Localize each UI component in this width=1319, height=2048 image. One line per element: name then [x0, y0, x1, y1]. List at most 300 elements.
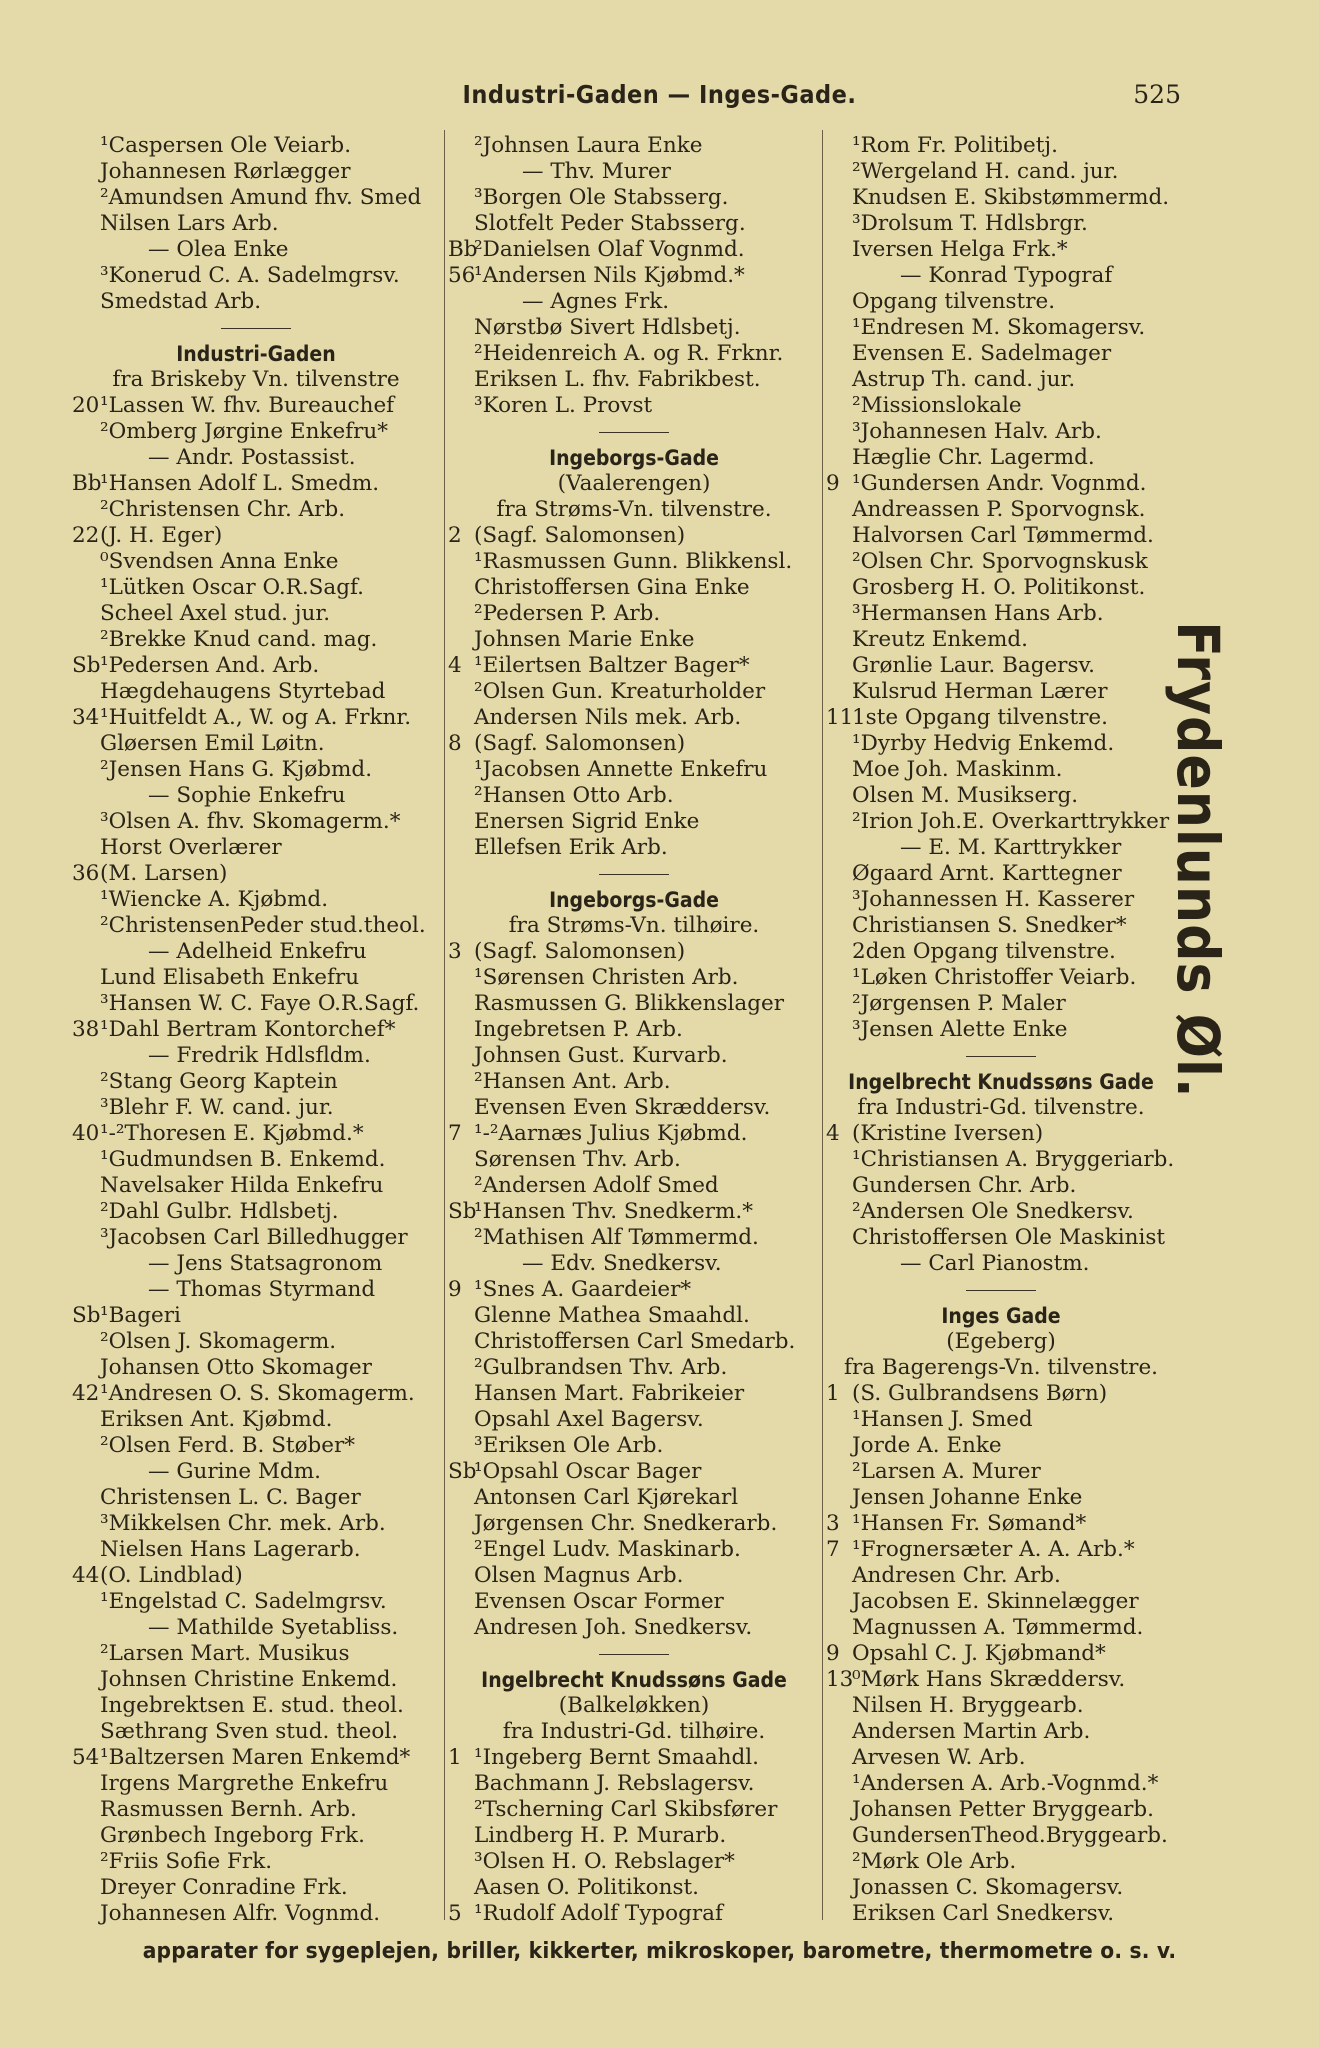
entry-text: Ellefsen Erik Arb.	[474, 835, 668, 860]
directory-entry	[448, 1615, 820, 1641]
directory-entry	[826, 1147, 1176, 1173]
directory-entry	[826, 367, 1176, 393]
directory-entry	[826, 1589, 1176, 1615]
directory-entry	[448, 679, 820, 705]
entry-text: 1ste Opgang tilvenstre.	[852, 705, 1108, 730]
house-number: Sb	[448, 1459, 477, 1484]
directory-entry	[72, 1589, 440, 1615]
directory-entry	[448, 1121, 820, 1147]
directory-entry	[72, 1771, 440, 1797]
entry-text: ¹Ingeberg Bernt Smaahdl.	[474, 1745, 760, 1770]
side-advertisement: Frydenlunds Øl.	[1164, 621, 1232, 1099]
entry-text: Evensen E. Sadelmager	[852, 341, 1112, 366]
directory-entry	[72, 627, 440, 653]
directory-entry	[72, 1797, 440, 1823]
entry-text: ²Wergeland H. cand. jur.	[852, 159, 1119, 184]
directory-entry	[72, 887, 440, 913]
house-number: 1	[826, 1381, 840, 1406]
entry-text: Moe Joh. Maskinm.	[852, 757, 1063, 782]
entry-text: Slotfelt Peder Stabsserg.	[474, 211, 746, 236]
entry-text: Lund Elisabeth Enkefru	[100, 965, 360, 990]
entry-text: Horst Overlærer	[100, 835, 282, 860]
directory-entry	[826, 315, 1176, 341]
entry-text: ¹Andersen A. Arb.-Vognmd.*	[852, 1771, 1159, 1796]
entry-text: Christoffersen Gina Enke	[474, 575, 750, 600]
entry-text: Knudsen E. Skibstømmermd.	[852, 185, 1170, 210]
directory-entry	[448, 1199, 820, 1225]
entry-text: — Olea Enke	[148, 237, 289, 262]
directory-entry	[826, 133, 1176, 159]
entry-text: ³Hermansen Hans Arb.	[852, 601, 1104, 626]
entry-text: ¹Snes A. Gaardeier*	[474, 1277, 692, 1302]
house-number: 9	[826, 471, 840, 496]
entry-text: ¹Dyrby Hedvig Enkemd.	[852, 731, 1115, 756]
house-number: 9	[448, 1277, 462, 1302]
entry-text: — E. M. Karttrykker	[900, 835, 1122, 860]
entry-text: Antonsen Carl Kjørekarl	[474, 1485, 739, 1510]
house-number: Bb	[72, 471, 102, 496]
section-divider	[826, 1277, 1176, 1303]
entry-text: ²Johnsen Laura Enke	[474, 133, 703, 158]
entry-text: ¹Eilertsen Baltzer Bager*	[474, 653, 750, 678]
entry-text: 2den Opgang tilvenstre.	[852, 939, 1116, 964]
entry-text: ¹Løken Christoffer Veiarb.	[852, 965, 1137, 990]
entry-text: ¹Rudolf Adolf Typograf	[474, 1901, 723, 1926]
entry-text: Øgaard Arnt. Karttegner	[852, 861, 1122, 886]
entry-text: — Fredrik Hdlsfldm.	[148, 1043, 371, 1068]
entry-text: — Carl Pianostm.	[900, 1251, 1090, 1276]
entry-text: ²Hansen Ant. Arb.	[474, 1069, 671, 1094]
entry-text: ³Olsen A. fhv. Skomagerm.*	[100, 809, 401, 834]
directory-entry	[826, 1901, 1176, 1927]
directory-entry	[448, 289, 820, 315]
directory-entry	[826, 159, 1176, 185]
directory-entry	[72, 1121, 440, 1147]
street-subheading: (Egeberg)	[946, 1329, 1056, 1354]
directory-entry	[72, 1355, 440, 1381]
directory-entry	[826, 393, 1176, 419]
entry-text: ³Koren L. Provst	[474, 393, 653, 418]
directory-entry	[826, 1849, 1176, 1875]
directory-entry	[448, 757, 820, 783]
entry-text: ¹Huitfeldt A., W. og A. Frknr.	[100, 705, 412, 730]
entry-text: ²Olsen Chr. Sporvognskusk	[852, 549, 1148, 574]
directory-entry	[448, 1433, 820, 1459]
entry-text: Christiansen S. Snedker*	[852, 913, 1127, 938]
entry-text: ¹Sørensen Christen Arb.	[474, 965, 739, 990]
directory-entry	[448, 1147, 820, 1173]
house-number: 22	[72, 523, 100, 548]
entry-text: Opsahl Axel Bagersv.	[474, 1407, 704, 1432]
entry-text: ²Friis Sofie Frk.	[100, 1849, 273, 1874]
entry-text: — Gurine Mdm.	[148, 1459, 321, 1484]
directory-entry	[448, 601, 820, 627]
entry-text: ²ChristensenPeder stud.theol.	[100, 913, 426, 938]
house-number: 40	[72, 1121, 100, 1146]
directory-entry	[826, 263, 1176, 289]
directory-entry	[72, 393, 440, 419]
entry-text: Eriksen Carl Snedkersv.	[852, 1901, 1115, 1926]
directory-entry	[826, 991, 1176, 1017]
directory-entry	[448, 1485, 820, 1511]
house-number: 3	[448, 939, 462, 964]
directory-entry	[72, 263, 440, 289]
directory-entry	[72, 1849, 440, 1875]
house-number: 13	[826, 1667, 854, 1692]
entry-text: Rasmussen G. Blikkenslager	[474, 991, 784, 1016]
entry-text: Jensen Johanne Enke	[852, 1485, 1083, 1510]
entry-text: (Kristine Iversen)	[852, 1121, 1044, 1146]
section-divider	[448, 419, 820, 445]
directory-entry	[72, 1511, 440, 1537]
directory-entry	[826, 1173, 1176, 1199]
directory-entry	[826, 1485, 1176, 1511]
directory-entry	[448, 627, 820, 653]
entry-text: ¹Rom Fr. Politibetj.	[852, 133, 1058, 158]
entry-text: ²Andersen Ole Snedkersv.	[852, 1199, 1134, 1224]
entry-text: — Andr. Postassist.	[148, 445, 356, 470]
directory-entry	[72, 1381, 440, 1407]
directory-entry	[826, 861, 1176, 887]
directory-entry	[72, 1641, 440, 1667]
directory-entry	[72, 1407, 440, 1433]
directory-entry	[72, 1329, 440, 1355]
directory-entry	[826, 1459, 1176, 1485]
entry-text: — Mathilde Syetabliss.	[148, 1615, 399, 1640]
directory-entry	[826, 757, 1176, 783]
entry-text: Nørstbø Sivert Hdlsbetj.	[474, 315, 741, 340]
entry-text: ¹Christiansen A. Bryggeriarb.	[852, 1147, 1175, 1172]
directory-entry	[72, 1667, 440, 1693]
street-heading: Ingelbrecht Knudssøns Gade	[481, 1668, 787, 1692]
directory-entry	[826, 1771, 1176, 1797]
entry-text: Andresen Joh. Snedkersv.	[474, 1615, 753, 1640]
street-heading: Ingeborgs-Gade	[549, 888, 719, 912]
column-divider	[822, 130, 823, 1920]
directory-entry	[72, 991, 440, 1017]
directory-entry	[72, 1043, 440, 1069]
entry-text: ³Jensen Alette Enke	[852, 1017, 1068, 1042]
street-subheading: fra Strøms-Vn. tilhøire.	[508, 913, 760, 938]
directory-entry	[448, 1407, 820, 1433]
directory-entry	[72, 1485, 440, 1511]
entry-text: ¹Caspersen Ole Veiarb.	[100, 133, 352, 158]
directory-entry	[448, 1043, 820, 1069]
directory-entry	[826, 1875, 1176, 1901]
directory-column-2	[448, 133, 820, 1927]
entry-text: Eriksen Ant. Kjøbmd.	[100, 1407, 333, 1432]
entry-text: ¹Hansen Fr. Sømand*	[852, 1511, 1087, 1536]
entry-text: — Adelheid Enkefru	[148, 939, 367, 964]
directory-entry	[72, 1563, 440, 1589]
house-number: 8	[448, 731, 462, 756]
entry-text: ²Andersen Adolf Smed	[474, 1173, 719, 1198]
directory-entry	[826, 575, 1176, 601]
directory-entry	[826, 445, 1176, 471]
directory-entry	[72, 705, 440, 731]
entry-text: ²Christensen Chr. Arb.	[100, 497, 346, 522]
directory-entry	[448, 159, 820, 185]
directory-entry	[826, 523, 1176, 549]
street-subheading: (Balkeløkken)	[558, 1693, 710, 1718]
directory-entry	[826, 1381, 1176, 1407]
directory-entry	[826, 965, 1176, 991]
directory-entry	[72, 1875, 440, 1901]
entry-text: ¹Lütken Oscar O.R.Sagf.	[100, 575, 365, 600]
directory-entry	[448, 1563, 820, 1589]
entry-text: ²Heidenreich A. og R. Frknr.	[474, 341, 784, 366]
section-divider	[448, 1641, 820, 1667]
directory-entry	[448, 575, 820, 601]
entry-text: — Sophie Enkefru	[148, 783, 346, 808]
entry-text: Eriksen L. fhv. Fabrikbest.	[474, 367, 761, 392]
directory-entry	[826, 289, 1176, 315]
entry-text: (S. Gulbrandsens Børn)	[852, 1381, 1108, 1406]
entry-text: Kulsrud Herman Lærer	[852, 679, 1108, 704]
directory-entry	[72, 1901, 440, 1927]
entry-text: ²Irion Joh.E. Overkarttrykker	[852, 809, 1170, 834]
entry-text: ¹Engelstad C. Sadelmgrsv.	[100, 1589, 387, 1614]
house-number: 42	[72, 1381, 100, 1406]
entry-text: ²Mørk Ole Arb.	[852, 1849, 1017, 1874]
directory-entry	[448, 549, 820, 575]
directory-entry	[72, 1277, 440, 1303]
street-subheading: fra Bagerengs-Vn. tilvenstre.	[844, 1355, 1158, 1380]
entry-text: ¹-²Aarnæs Julius Kjøbmd.	[474, 1121, 748, 1146]
entry-text: — Edv. Snedkersv.	[522, 1251, 722, 1276]
entry-text: ²Hansen Otto Arb.	[474, 783, 674, 808]
directory-entry	[826, 419, 1176, 445]
entry-text: Christensen L. C. Bager	[100, 1485, 361, 1510]
house-number: 38	[72, 1017, 100, 1042]
directory-entry	[448, 1329, 820, 1355]
footer-advertisement: apparater for sygeplejen, briller, kikkerter, mikroskoper, barometre, thermometre o. s. v.	[142, 1938, 1177, 1964]
directory-entry	[826, 627, 1176, 653]
directory-entry	[72, 133, 440, 159]
entry-text: Navelsaker Hilda Enkefru	[100, 1173, 384, 1198]
entry-text: ¹Gudmundsen B. Enkemd.	[100, 1147, 386, 1172]
directory-entry	[72, 1537, 440, 1563]
directory-entry	[72, 1745, 440, 1771]
house-number: 44	[72, 1563, 100, 1588]
directory-entry	[448, 731, 820, 757]
entry-text: Nielsen Hans Lagerarb.	[100, 1537, 361, 1562]
house-number: Sb	[72, 1303, 101, 1328]
entry-text: Bachmann J. Rebslagersv.	[474, 1771, 755, 1796]
directory-entry	[72, 1719, 440, 1745]
directory-entry	[826, 1693, 1176, 1719]
entry-text: Kreutz Enkemd.	[852, 627, 1028, 652]
directory-entry	[448, 1381, 820, 1407]
directory-entry	[72, 419, 440, 445]
street-heading: Ingelbrecht Knudssøns Gade	[848, 1070, 1154, 1094]
directory-entry	[72, 601, 440, 627]
directory-entry	[72, 1693, 440, 1719]
house-number: Sb	[448, 1199, 477, 1224]
entry-text: Iversen Helga Frk.*	[852, 237, 1068, 262]
entry-text: ³Konerud C. A. Sadelmgrsv.	[100, 263, 400, 288]
directory-entry	[72, 1017, 440, 1043]
entry-text: Sørensen Thv. Arb.	[474, 1147, 681, 1172]
entry-text: ³Borgen Ole Stabsserg.	[474, 185, 729, 210]
entry-text: Sæthrang Sven stud. theol.	[100, 1719, 399, 1744]
directory-entry	[72, 289, 440, 315]
entry-text: ¹Andersen Nils Kjøbmd.*	[474, 263, 745, 288]
directory-entry	[72, 835, 440, 861]
directory-entry	[826, 1823, 1176, 1849]
entry-text: ²Olsen J. Skomagerm.	[100, 1329, 337, 1354]
directory-entry	[72, 211, 440, 237]
entry-text: ¹Dahl Bertram Kontorchef*	[100, 1017, 396, 1042]
entry-text: ¹Hansen J. Smed	[852, 1407, 1033, 1432]
entry-text: Magnussen A. Tømmermd.	[852, 1615, 1144, 1640]
entry-text: ¹Pedersen And. Arb.	[100, 653, 320, 678]
house-number: 7	[826, 1537, 840, 1562]
section-divider	[448, 861, 820, 887]
entry-text: Hægdehaugens Styrtebad	[100, 679, 386, 704]
directory-entry	[826, 1641, 1176, 1667]
directory-entry	[72, 237, 440, 263]
directory-entry	[72, 757, 440, 783]
house-number: 36	[72, 861, 100, 886]
directory-entry	[72, 1069, 440, 1095]
entry-text: Dreyer Conradine Frk.	[100, 1875, 348, 1900]
directory-entry	[72, 1615, 440, 1641]
entry-text: Andersen Martin Arb.	[852, 1719, 1091, 1744]
house-number: 1	[448, 1745, 462, 1770]
entry-text: ³Johannesen Halv. Arb.	[852, 419, 1102, 444]
entry-text: Rasmussen Bernh. Arb.	[100, 1797, 357, 1822]
directory-entry	[448, 1537, 820, 1563]
directory-entry	[826, 1121, 1176, 1147]
entry-text: Opsahl C. J. Kjøbmand*	[852, 1641, 1106, 1666]
entry-text: Grønbech Ingeborg Frk.	[100, 1823, 365, 1848]
directory-entry	[72, 731, 440, 757]
directory-entry	[448, 835, 820, 861]
section-divider	[72, 315, 440, 341]
directory-entry	[448, 1355, 820, 1381]
directory-entry	[826, 1719, 1176, 1745]
entry-text: (Sagf. Salomonsen)	[474, 939, 686, 964]
entry-text: ¹Hansen Adolf L. Smedm.	[100, 471, 380, 496]
street-subheading: fra Industri-Gd. tilvenstre.	[857, 1095, 1145, 1120]
entry-text: Andresen Chr. Arb.	[852, 1563, 1061, 1588]
page-header-title: Industri-Gaden — Inges-Gade.	[462, 80, 857, 109]
directory-entry	[826, 679, 1176, 705]
entry-text: Olsen Magnus Arb.	[474, 1563, 684, 1588]
directory-entry	[72, 1199, 440, 1225]
entry-text: Evensen Even Skræddersv.	[474, 1095, 771, 1120]
directory-entry	[448, 1849, 820, 1875]
directory-entry	[826, 731, 1176, 757]
directory-entry	[448, 1901, 820, 1927]
directory-entry	[72, 679, 440, 705]
entry-text: Johnsen Marie Enke	[474, 627, 695, 652]
directory-entry	[826, 783, 1176, 809]
entry-text: ²Danielsen Olaf Vognmd.	[474, 237, 745, 262]
directory-entry	[826, 1433, 1176, 1459]
directory-entry	[72, 861, 440, 887]
directory-entry	[448, 1277, 820, 1303]
directory-entry	[448, 1771, 820, 1797]
directory-entry	[826, 1199, 1176, 1225]
directory-entry	[826, 653, 1176, 679]
directory-entry	[826, 913, 1176, 939]
directory-entry	[72, 965, 440, 991]
entry-text: ¹Wiencke A. Kjøbmd.	[100, 887, 329, 912]
street-subheading: fra Briskeby Vn. tilvenstre	[112, 367, 400, 392]
entry-text: ²Olsen Ferd. B. Støber*	[100, 1433, 356, 1458]
directory-entry	[448, 523, 820, 549]
directory-entry	[826, 1511, 1176, 1537]
directory-entry	[72, 1173, 440, 1199]
directory-entry	[448, 1797, 820, 1823]
entry-text: Jonassen C. Skomagersv.	[852, 1875, 1124, 1900]
directory-entry	[72, 159, 440, 185]
directory-column-3	[826, 133, 1176, 1927]
house-number: 4	[448, 653, 462, 678]
entry-text: ¹Endresen M. Skomagersv.	[852, 315, 1146, 340]
entry-text: ²Engel Ludv. Maskinarb.	[474, 1537, 741, 1562]
directory-entry	[826, 1537, 1176, 1563]
entry-text: ³Mikkelsen Chr. mek. Arb.	[100, 1511, 386, 1536]
entry-text: ³Hansen W. C. Faye O.R.Sagf.	[100, 991, 420, 1016]
house-number: 2	[448, 523, 462, 548]
directory-entry	[448, 1875, 820, 1901]
directory-entry	[448, 653, 820, 679]
house-number: 34	[72, 705, 100, 730]
directory-entry	[72, 809, 440, 835]
entry-text: Halvorsen Carl Tømmermd.	[852, 523, 1154, 548]
directory-entry	[826, 471, 1176, 497]
entry-text: Jacobsen E. Skinnelægger	[852, 1589, 1139, 1614]
entry-text: ²Brekke Knud cand. mag.	[100, 627, 378, 652]
entry-text: Nilsen Lars Arb.	[100, 211, 279, 236]
directory-entry	[72, 1433, 440, 1459]
directory-entry	[448, 185, 820, 211]
directory-entry	[72, 497, 440, 523]
entry-text: (Sagf. Salomonsen)	[474, 731, 686, 756]
directory-entry	[448, 237, 820, 263]
entry-text: Jørgensen Chr. Snedkerarb.	[474, 1511, 778, 1536]
directory-entry	[826, 1615, 1176, 1641]
directory-entry	[826, 705, 1176, 731]
house-number: 56	[448, 263, 476, 288]
directory-entry	[448, 211, 820, 237]
directory-entry	[72, 913, 440, 939]
directory-entry	[826, 237, 1176, 263]
directory-entry	[72, 471, 440, 497]
entry-text: ³Drolsum T. Hdlsbrgr.	[852, 211, 1088, 236]
house-number: 54	[72, 1745, 100, 1770]
entry-text: ¹Bageri	[100, 1303, 181, 1328]
directory-entry	[448, 315, 820, 341]
directory-entry	[826, 1251, 1176, 1277]
directory-entry	[448, 1095, 820, 1121]
entry-text: — Jens Statsagronom	[148, 1251, 383, 1276]
entry-text: ¹Opsahl Oscar Bager	[474, 1459, 702, 1484]
entry-text: Evensen Oscar Former	[474, 1589, 724, 1614]
entry-text: Smedstad Arb.	[100, 289, 262, 314]
entry-text: Jorde A. Enke	[852, 1433, 1002, 1458]
directory-entry	[826, 549, 1176, 575]
directory-entry	[72, 1303, 440, 1329]
entry-text: ¹Hansen Thv. Snedkerm.*	[474, 1199, 753, 1224]
directory-column-1	[72, 133, 440, 1927]
entry-text: (J. H. Eger)	[100, 523, 223, 548]
directory-entry	[826, 809, 1176, 835]
house-number: 9	[826, 1641, 840, 1666]
